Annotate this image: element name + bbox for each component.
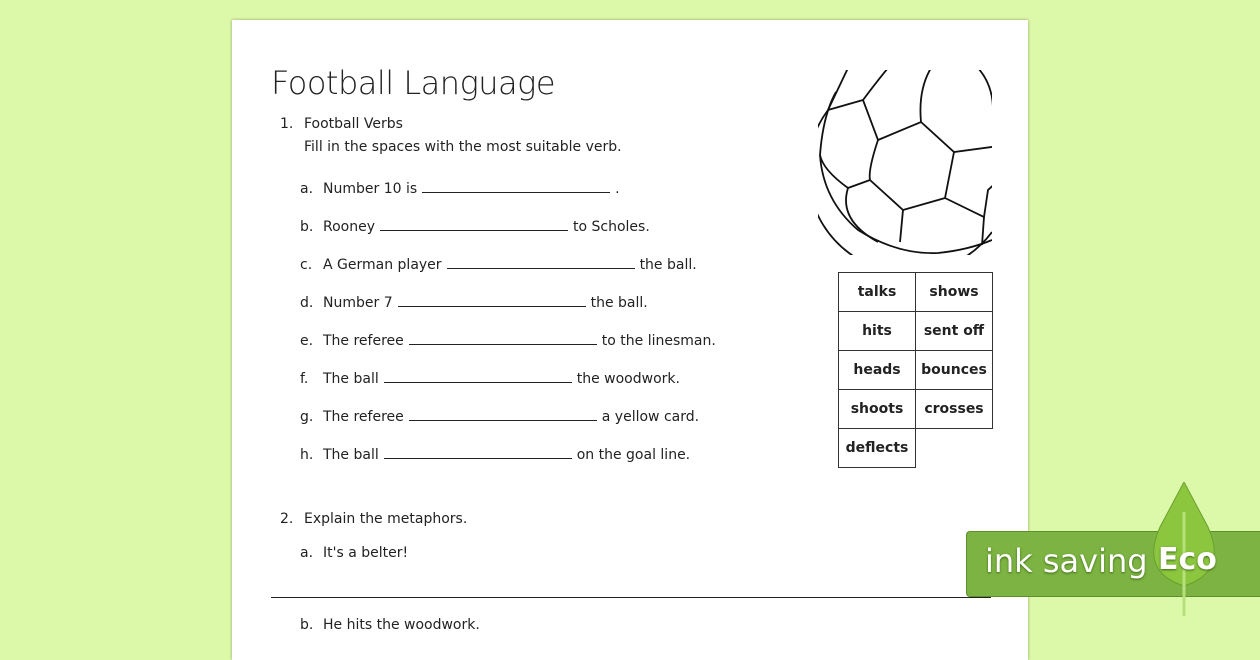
q1-item [300, 294, 648, 311]
football-image [818, 70, 992, 255]
item-label: g. [300, 409, 314, 425]
item-label: h. [300, 447, 314, 463]
word-bank [838, 272, 993, 468]
ink-saving-label: ink saving [985, 542, 1148, 580]
item-after: to the linesman. [601, 333, 716, 349]
item-after: to Scholes. [573, 219, 650, 235]
word-bank-cell: heads [839, 351, 916, 390]
word-bank-cell: bounces [916, 351, 993, 390]
q2-item-b-label: b. [300, 617, 314, 633]
item-after: the woodwork. [576, 371, 680, 387]
answer-blank[interactable] [422, 180, 610, 193]
answer-line[interactable] [271, 597, 991, 598]
item-after: on the goal line. [576, 447, 691, 463]
q1-instruction: Fill in the spaces with the most suitable verb. [304, 139, 622, 155]
q1-item [300, 408, 699, 425]
q1-number: 1. [280, 116, 294, 132]
q2-item-a-text: It's a belter! [323, 545, 409, 561]
item-before: The ball [323, 371, 379, 387]
answer-blank[interactable] [384, 370, 572, 383]
q2-heading: Explain the metaphors. [304, 511, 468, 527]
item-after: . [615, 181, 620, 197]
q1-item [300, 446, 690, 463]
word-bank-cell: deflects [839, 429, 916, 468]
q1-item [300, 256, 697, 273]
answer-blank[interactable] [409, 408, 597, 421]
word-bank-cell: shoots [839, 390, 916, 429]
q2-number: 2. [280, 511, 294, 527]
item-after: the ball. [639, 257, 697, 273]
q1-item [300, 370, 680, 387]
item-before: The ball [323, 447, 379, 463]
item-label: d. [300, 295, 314, 311]
item-before: The referee [323, 409, 404, 425]
word-bank-empty [916, 429, 993, 468]
worksheet-page [232, 20, 1028, 660]
item-before: A German player [323, 257, 442, 273]
word-bank-cell: talks [839, 273, 916, 312]
item-before: Number 10 is [323, 181, 418, 197]
q2-item-a-label: a. [300, 545, 314, 561]
item-after: a yellow card. [601, 409, 700, 425]
word-bank-cell: crosses [916, 390, 993, 429]
answer-blank[interactable] [380, 218, 568, 231]
word-bank-cell: shows [916, 273, 993, 312]
item-after: the ball. [590, 295, 648, 311]
item-label: e. [300, 333, 314, 349]
item-before: The referee [323, 333, 404, 349]
item-label: a. [300, 181, 314, 197]
answer-blank[interactable] [384, 446, 572, 459]
item-before: Rooney [323, 219, 376, 235]
item-label: b. [300, 219, 314, 235]
word-bank-cell: hits [839, 312, 916, 351]
item-label: f. [300, 371, 309, 387]
word-bank-cell: sent off [916, 312, 993, 351]
answer-blank[interactable] [409, 332, 597, 345]
answer-blank[interactable] [447, 256, 635, 269]
q1-item [300, 332, 716, 349]
page-title: Football Language [271, 64, 556, 102]
q1-item [300, 218, 650, 235]
item-before: Number 7 [323, 295, 393, 311]
q1-item [300, 180, 620, 197]
eco-label: Eco [1158, 542, 1217, 577]
item-label: c. [300, 257, 313, 273]
answer-blank[interactable] [398, 294, 586, 307]
q2-item-b-text: He hits the woodwork. [323, 617, 480, 633]
q1-heading: Football Verbs [304, 116, 403, 132]
